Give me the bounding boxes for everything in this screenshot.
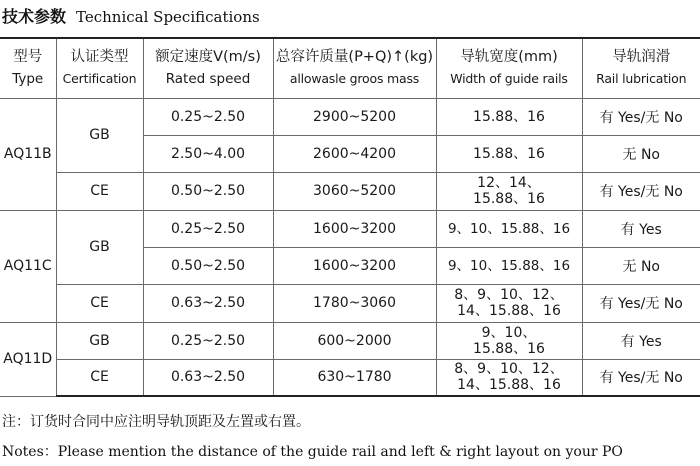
speed-cell [143, 359, 273, 396]
lubrication-value: 有 Yes/无 No [599, 184, 683, 200]
certification-cell [56, 172, 143, 210]
speed-value: 0.50~2.50 [170, 257, 246, 274]
certification-cell [56, 210, 143, 284]
lubrication-cell [582, 247, 700, 284]
mass-cell [273, 135, 436, 172]
certification-cell [56, 284, 143, 322]
order-note-cn: 注：订货时合同中应注明导轨顶距及左置或右置。 [2, 414, 310, 430]
speed-value: 0.63~2.50 [170, 369, 246, 386]
certification: GB [89, 332, 110, 349]
width-cell [436, 98, 582, 135]
model-type-cell [0, 98, 56, 210]
mass-value: 630~1780 [317, 369, 392, 386]
lubrication-value: 有 Yes/无 No [599, 296, 683, 312]
speed-value: 0.25~2.50 [170, 220, 246, 237]
certification: CE [90, 295, 109, 311]
speed-cell [143, 98, 273, 135]
certification-cell [56, 359, 143, 396]
header-mass [273, 38, 436, 98]
table-row [0, 359, 700, 396]
header-lubrication [582, 38, 700, 98]
model-type: AQ11C [3, 258, 52, 274]
speed-cell [143, 322, 273, 359]
width-value-line1: 12、14、 [477, 175, 541, 191]
certification: GB [89, 239, 110, 255]
lubrication-cell [582, 172, 700, 210]
certification: CE [90, 183, 109, 199]
width-value-line2: 14、15.88、16 [457, 303, 561, 319]
lubrication-cell [582, 359, 700, 396]
mass-cell [273, 322, 436, 359]
mass-cell [273, 98, 436, 135]
width-value: 15.88、16 [473, 145, 545, 162]
certification: GB [89, 127, 110, 143]
header-rail-width-en: Width of guide rails [450, 71, 568, 87]
width-value-line2: 15.88、16 [473, 340, 545, 357]
lubrication-value: 有 Yes/无 No [599, 370, 683, 387]
header-type [0, 38, 56, 98]
width-cell [436, 322, 582, 359]
lubrication-cell [582, 284, 700, 322]
width-cell [436, 135, 582, 172]
lubrication-value: 有 Yes [620, 221, 662, 238]
lubrication-value: 无 No [622, 258, 660, 275]
mass-cell [273, 284, 436, 322]
lubrication-cell [582, 322, 700, 359]
lubrication-value: 无 No [622, 146, 660, 163]
header-rated-speed [143, 38, 273, 98]
lubrication-cell [582, 98, 700, 135]
table-row [0, 172, 700, 210]
mass-value: 2600~4200 [313, 145, 396, 162]
speed-value: 0.25~2.50 [170, 332, 246, 349]
speed-value: 0.50~2.50 [170, 183, 246, 199]
width-value: 15.88、16 [473, 108, 545, 125]
header-type-en: Type [12, 71, 44, 88]
spec-title-en: Technical Specifications [76, 8, 260, 26]
mass-cell [273, 247, 436, 284]
lubrication-value: 有 Yes/无 No [599, 109, 683, 126]
width-cell [436, 210, 582, 247]
lubrication-cell [582, 135, 700, 172]
header-certification-cn: 认证类型 [70, 49, 129, 66]
speed-cell [143, 135, 273, 172]
spec-title-cn: 技术参数 [2, 7, 67, 26]
width-value-line1: 9、10、 [481, 324, 537, 341]
spec-table [0, 37, 700, 397]
speed-cell [143, 284, 273, 322]
header-lubrication-cn: 导轨润滑 [612, 49, 671, 66]
certification-cell [56, 98, 143, 172]
header-row [0, 38, 700, 98]
width-value-line1: 8、9、10、12、 [454, 361, 564, 378]
header-mass-cn: 总容许质量(P+Q)↑(kg) [275, 49, 434, 66]
mass-cell [273, 172, 436, 210]
width-value-line2: 14、15.88、16 [457, 377, 561, 394]
speed-value: 2.50~4.00 [170, 145, 246, 162]
model-type-cell [0, 322, 56, 396]
speed-cell [143, 172, 273, 210]
order-note-en: Notes：Please mention the distance of the guide rail and left & right layout on your PO [2, 444, 623, 460]
spec-title [2, 4, 260, 28]
speed-value: 0.63~2.50 [170, 295, 246, 311]
width-cell [436, 247, 582, 284]
table-row [0, 284, 700, 322]
table-row [0, 98, 700, 135]
speed-value: 0.25~2.50 [170, 108, 246, 125]
model-type-cell [0, 210, 56, 322]
model-type: AQ11B [3, 146, 52, 162]
header-rated-speed-cn: 额定速度V(m/s) [155, 49, 261, 66]
header-rated-speed-en: Rated speed [165, 71, 251, 88]
width-cell [436, 172, 582, 210]
width-value: 9、10、15.88、16 [447, 220, 571, 237]
width-value-line1: 8、9、10、12、 [454, 287, 564, 303]
mass-value: 1600~3200 [313, 257, 396, 274]
certification-cell [56, 322, 143, 359]
model-type: AQ11D [3, 351, 53, 367]
speed-cell [143, 247, 273, 284]
certification: CE [90, 369, 109, 386]
mass-value: 3060~5200 [313, 183, 396, 199]
header-rail-width [436, 38, 582, 98]
mass-cell [273, 210, 436, 247]
width-value: 9、10、15.88、16 [447, 257, 571, 274]
header-rail-width-cn: 导轨宽度(mm) [460, 49, 558, 66]
mass-value: 2900~5200 [313, 108, 396, 125]
mass-value: 1600~3200 [313, 220, 396, 237]
mass-value: 1780~3060 [313, 295, 396, 311]
header-certification [56, 38, 143, 98]
mass-value: 600~2000 [317, 332, 392, 349]
header-mass-en: allowasle groos mass [289, 71, 420, 87]
width-value-line2: 15.88、16 [473, 191, 545, 207]
width-cell [436, 284, 582, 322]
table-row [0, 210, 700, 247]
header-type-cn: 型号 [13, 49, 43, 66]
width-cell [436, 359, 582, 396]
lubrication-cell [582, 210, 700, 247]
speed-cell [143, 210, 273, 247]
table-row [0, 322, 700, 359]
mass-cell [273, 359, 436, 396]
header-lubrication-en: Rail lubrication [596, 71, 687, 87]
header-certification-en: Certification [62, 71, 137, 87]
lubrication-value: 有 Yes [620, 333, 662, 350]
